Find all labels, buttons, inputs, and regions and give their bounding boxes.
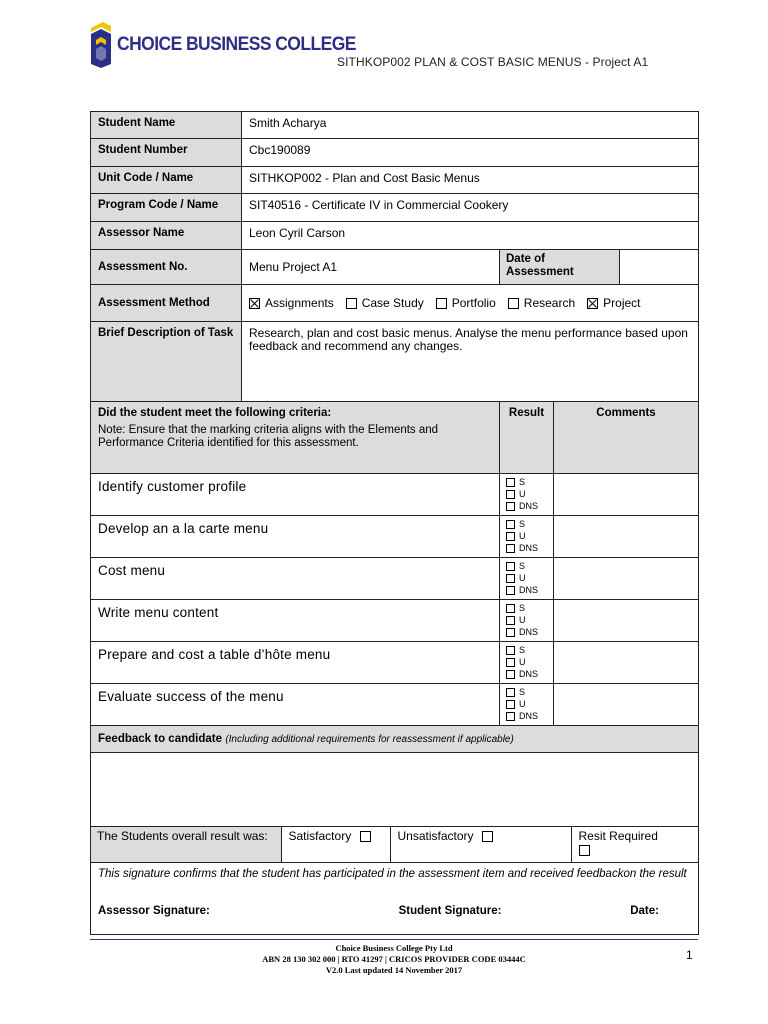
satisfactory-label: Satisfactory [288,829,352,843]
row-student-number [91,139,699,167]
footer-company: Choice Business College Pty Ltd [335,943,453,953]
footer-version: V2.0 Last updated 14 November 2017 [325,965,463,975]
criteria-item: Develop an a la carte menu [91,516,500,558]
result-checkbox[interactable] [506,502,515,511]
assessor-signature-label[interactable]: Assessor Signature: [98,905,210,917]
result-option[interactable] [506,476,547,488]
result-header: Result [500,402,554,474]
method-option[interactable] [249,297,334,310]
unsatisfactory-label: Unsatisfactory [397,829,474,843]
criteria-header-row [91,402,699,474]
result-option[interactable] [506,602,547,614]
row-assessment-no [91,250,699,285]
resit-label: Resit Required [578,829,658,843]
method-checkbox[interactable] [346,298,357,309]
result-option[interactable] [506,500,547,512]
student-number-label: Student Number [91,139,242,167]
result-checkbox[interactable] [506,628,515,637]
result-option-label: S [519,687,526,697]
result-checkbox[interactable] [506,586,515,595]
criteria-rows [91,474,699,726]
result-option-label: S [519,477,526,487]
result-checkbox[interactable] [506,646,515,655]
criteria-item: Cost menu [91,558,500,600]
result-option[interactable] [506,710,547,722]
assessor-value[interactable]: Leon Cyril Carson [242,222,699,250]
criteria-item: Identify customer profile [91,474,500,516]
unsatisfactory-checkbox[interactable] [482,831,493,842]
method-option-label: Case Study [361,295,424,310]
method-option-label: Assignments [265,295,334,310]
student-number-value[interactable]: Cbc190089 [242,139,699,167]
comments-cell[interactable] [554,600,699,642]
result-option[interactable] [506,686,547,698]
overall-result-label: The Students overall result was: [91,827,281,862]
footer-divider [90,939,698,940]
result-cell [500,684,554,726]
result-checkbox[interactable] [506,670,515,679]
result-checkbox[interactable] [506,712,515,721]
result-checkbox[interactable] [506,616,515,625]
overall-result-cell [91,827,699,863]
criteria-item: Evaluate success of the menu [91,684,500,726]
satisfactory-option[interactable] [281,827,390,862]
result-option-label: S [519,603,526,613]
assessment-method-label: Assessment Method [91,285,242,322]
resit-checkbox[interactable] [579,845,590,856]
date-of-assessment-label: Date of Assessment [500,250,620,285]
page-number: 1 [686,948,693,962]
feedback-header-row [91,726,699,753]
overall-result-row [91,827,699,863]
criteria-row [91,474,699,516]
logo-text: CHOICE BUSINESS COLLEGE [117,34,356,55]
criteria-row [91,516,699,558]
page-footer [90,943,698,976]
result-checkbox[interactable] [506,658,515,667]
criteria-row [91,558,699,600]
row-student-name [91,112,699,139]
result-option-label: U [519,531,526,541]
feedback-note: (Including additional requirements for reassessment if applicable) [225,734,514,745]
signature-row [91,863,699,935]
method-list [249,297,691,310]
result-option[interactable] [506,560,547,572]
result-option[interactable] [506,488,547,500]
result-checkbox[interactable] [506,490,515,499]
result-option-label: DNS [519,501,539,511]
unsatisfactory-option[interactable] [390,827,571,862]
result-cell [500,642,554,684]
satisfactory-checkbox[interactable] [360,831,371,842]
result-option-label: U [519,615,526,625]
comments-cell[interactable] [554,642,699,684]
method-option[interactable] [346,297,424,310]
student-name-value[interactable]: Smith Acharya [242,112,699,139]
student-signature-label[interactable]: Student Signature: [398,905,502,917]
result-option-label: DNS [519,585,539,595]
criteria-heading: Did the student meet the following criteria: [98,407,332,419]
comments-cell[interactable] [554,474,699,516]
result-cell [500,474,554,516]
signature-confirmation: This signature confirms that the student has participated in the assessment item and received feedbackon the result [98,868,687,880]
row-description [91,322,699,402]
result-option[interactable] [506,698,547,710]
row-assessment-method [91,285,699,322]
result-checkbox[interactable] [506,688,515,697]
criteria-note: Note: Ensure that the marking criteria aligns with the Elements and Performance Criteria identified for this assessment. [98,424,439,449]
result-option-label: S [519,645,526,655]
unit-value[interactable]: SITHKOP002 - Plan and Cost Basic Menus [242,167,699,194]
result-checkbox[interactable] [506,700,515,709]
criteria-item: Prepare and cost a table d’hôte menu [91,642,500,684]
date-of-assessment-value[interactable] [620,250,699,285]
row-program [91,194,699,222]
method-option-label: Portfolio [451,295,496,310]
criteria-row [91,600,699,642]
result-option-label: DNS [519,711,539,721]
program-label: Program Code / Name [91,194,242,222]
result-option-label: U [519,489,526,499]
criteria-heading-cell [91,402,500,474]
method-checkbox[interactable] [587,298,598,309]
method-option[interactable] [436,297,496,310]
student-name-label: Student Name [91,112,242,139]
method-option[interactable] [508,297,575,310]
comments-header: Comments [554,402,699,474]
result-option[interactable] [506,584,547,596]
method-option[interactable] [587,297,640,310]
result-option-label: U [519,657,526,667]
result-option-label: S [519,519,526,529]
assessment-no-value[interactable]: Menu Project A1 [242,250,500,285]
method-option-label: Research [523,295,576,310]
result-option[interactable] [506,656,547,668]
comments-cell[interactable] [554,684,699,726]
college-logo [91,22,377,68]
comments-cell[interactable] [554,516,699,558]
result-option[interactable] [506,530,547,542]
result-checkbox[interactable] [506,562,515,571]
method-checkbox[interactable] [436,298,447,309]
signature-labels [98,905,691,918]
result-checkbox[interactable] [506,604,515,613]
result-option[interactable] [506,668,547,680]
result-option-label: DNS [519,627,539,637]
date-signature-label[interactable]: Date: [630,905,659,917]
feedback-label: Feedback to candidate [98,733,222,745]
result-option-label: DNS [519,543,539,553]
description-value[interactable]: Research, plan and cost basic menus. Analyse the menu performance based upon feedback and recommend any changes. [242,322,699,402]
result-cell [500,600,554,642]
footer-registration: ABN 28 130 302 000 | RTO 41297 | CRICOS PROVIDER CODE 03444C [262,954,526,964]
result-option-label: DNS [519,669,539,679]
result-checkbox[interactable] [506,574,515,583]
result-option[interactable] [506,542,547,554]
method-checkbox[interactable] [508,298,519,309]
result-option[interactable] [506,644,547,656]
result-option-label: S [519,561,526,571]
result-option[interactable] [506,614,547,626]
feedback-header-cell [91,726,699,753]
criteria-row [91,684,699,726]
college-emblem-icon [91,22,111,68]
assessor-label: Assessor Name [91,222,242,250]
method-option-label: Project [603,295,641,310]
assessment-method-options [242,285,699,322]
criteria-row [91,642,699,684]
result-checkbox[interactable] [506,478,515,487]
row-unit [91,167,699,194]
feedback-body-row [91,753,699,827]
feedback-text-area[interactable] [91,753,699,827]
result-checkbox[interactable] [506,520,515,529]
method-checkbox[interactable] [249,298,260,309]
document-title: SITHKOP002 PLAN & COST BASIC MENUS - Project A1 [337,55,649,69]
row-assessor [91,222,699,250]
result-checkbox[interactable] [506,532,515,541]
assessment-no-label: Assessment No. [91,250,242,285]
result-option[interactable] [506,572,547,584]
assessment-form [90,111,699,935]
result-cell [500,558,554,600]
page-header [0,0,768,100]
result-checkbox[interactable] [506,544,515,553]
unit-label: Unit Code / Name [91,167,242,194]
result-option[interactable] [506,518,547,530]
resit-option[interactable] [571,827,698,862]
description-label: Brief Description of Task [91,322,242,402]
result-option-label: U [519,699,526,709]
result-option[interactable] [506,626,547,638]
comments-cell[interactable] [554,558,699,600]
result-cell [500,516,554,558]
program-value[interactable]: SIT40516 - Certificate IV in Commercial Cookery [242,194,699,222]
result-option-label: U [519,573,526,583]
criteria-item: Write menu content [91,600,500,642]
signature-cell [91,863,699,935]
